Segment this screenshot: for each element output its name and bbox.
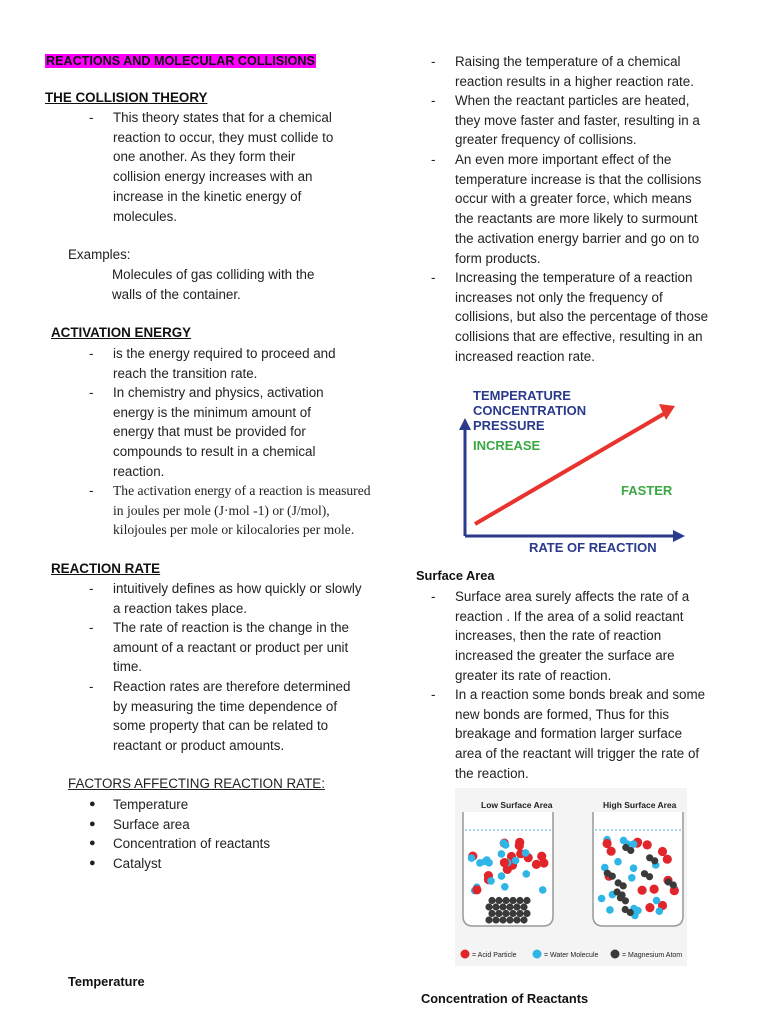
water-legend-dot (533, 950, 542, 959)
magnesium-atom (506, 903, 513, 910)
label-pressure: PRESSURE (473, 418, 545, 433)
reaction-rate-heading: REACTION RATE (51, 561, 161, 576)
water-molecule (487, 877, 495, 885)
rate-item-2: - The rate of reaction is the change in the amount of a reactant or product per unit time. (89, 620, 349, 675)
magnesium-atom (509, 910, 516, 917)
water-molecule (598, 895, 606, 903)
magnesium-legend-label: = Magnesium Atom (622, 952, 683, 959)
list-item: ● Concentration of reactants (89, 836, 271, 852)
magnesium-atom (523, 910, 530, 917)
x-axis-arrowhead (673, 530, 685, 542)
acid-particle (663, 855, 672, 864)
magnesium-atom (513, 903, 520, 910)
concentration-heading: Concentration of Reactants (421, 991, 589, 1006)
magnesium-atom (506, 916, 513, 923)
magnesium-atom (495, 897, 502, 904)
label-temperature: TEMPERATURE (473, 388, 571, 403)
acid-particle (658, 847, 667, 856)
temperature-rate-figure (453, 384, 687, 562)
increase-arrowhead (659, 404, 675, 420)
magnesium-atom (499, 916, 506, 923)
water-molecule (498, 850, 506, 858)
temp-item-1: - Raising the temperature of a chemical reaction results in a higher reaction rate. (431, 54, 694, 89)
water-molecule (628, 874, 636, 882)
water-molecule (620, 837, 628, 845)
water-molecule (498, 872, 506, 880)
acid-particle (532, 860, 541, 869)
high-surface-area-label: High Surface Area (603, 800, 677, 810)
acid-legend-dot (461, 950, 470, 959)
label-faster: FASTER (621, 483, 673, 498)
label-concentration: CONCENTRATION (473, 403, 587, 418)
low-surface-area-label: Low Surface Area (481, 800, 553, 810)
collision-theory-item: - This theory states that for a chemical reaction to occur, they must collide to one another. As they form their collision energy increases with an increase in the kinetic energy of molecules. (89, 110, 334, 224)
acid-particle (645, 903, 654, 912)
surface-area-illustration (455, 788, 687, 966)
acid-particle (537, 852, 546, 861)
list-item: ● Temperature (89, 797, 189, 812)
water-molecule (522, 849, 530, 857)
rate-graph-illustration (453, 384, 687, 562)
magnesium-atom (651, 857, 658, 864)
magnesium-atom (627, 909, 634, 916)
magnesium-legend-dot (611, 950, 620, 959)
acid-legend-label: = Acid Particle (472, 952, 517, 959)
magnesium-atom (627, 847, 634, 854)
acid-particle (650, 885, 659, 894)
temperature-heading: Temperature (68, 974, 145, 989)
acid-particle (643, 840, 652, 849)
magnesium-atom (513, 916, 520, 923)
temp-item-3: - An even more important effect of the temperature increase is that the collisions occur with a greater force, which means the reactants are more likely to surmount the activation energy barrier and go on to form products. (431, 152, 702, 266)
list-item: ● Surface area (89, 816, 190, 832)
water-molecule (539, 886, 547, 894)
water-molecule (523, 870, 531, 878)
magnesium-atom (499, 903, 506, 910)
examples-label: Examples: (68, 247, 131, 262)
water-molecule (606, 906, 614, 914)
temp-item-4: - Increasing the temperature of a reaction increases not only the frequency of collisions, but also the percentage of those collisions that are effective, resulting in an increased reaction rate. (431, 270, 709, 364)
acid-particle (603, 839, 612, 848)
water-molecule (656, 907, 664, 915)
collision-theory-heading: THE COLLISION THEORY (45, 90, 208, 105)
y-axis-arrowhead (459, 418, 471, 430)
magnesium-atom (488, 910, 495, 917)
water-molecule (614, 858, 622, 866)
label-rate-of-reaction: RATE OF REACTION (529, 540, 657, 555)
water-molecule (630, 840, 638, 848)
water-molecule (483, 856, 491, 864)
magnesium-atom (670, 881, 677, 888)
examples-text: Molecules of gas colliding with the walls of the container. (112, 267, 315, 302)
water-molecule (468, 854, 476, 862)
surface-item-2: - In a reaction some bonds break and some new bonds are formed, Thus for this breakage and formation larger surface area of the reactant will trigger the rate of the reaction. (431, 687, 706, 781)
factors-list (89, 795, 389, 874)
water-molecule (630, 864, 638, 872)
acid-particle (472, 885, 481, 894)
list-item: ● Catalyst (89, 856, 162, 872)
magnesium-atom (492, 916, 499, 923)
magnesium-atom (502, 910, 509, 917)
magnesium-atom (516, 897, 523, 904)
magnesium-atom (523, 897, 530, 904)
rate-item-1: - intuitively defines as how quickly or slowly a reaction takes place. (89, 581, 362, 616)
water-molecule (653, 897, 661, 905)
magnesium-atom (485, 903, 492, 910)
factors-heading: FACTORS AFFECTING REACTION RATE: (68, 776, 325, 791)
surface-area-figure (455, 788, 687, 966)
magnesium-atom (488, 897, 495, 904)
activation-energy-heading: ACTIVATION ENERGY (51, 325, 192, 340)
magnesium-atom (620, 882, 627, 889)
water-molecule (512, 857, 520, 865)
magnesium-atom (622, 897, 629, 904)
magnesium-atom (492, 903, 499, 910)
activation-item-3: - The activation energy of a reaction is measured in joules per mole (J·mol -1) or (J/mol), kilojoules per mole or kilocalories per mole. (89, 483, 371, 538)
magnesium-atom (509, 897, 516, 904)
activation-item-2: - In chemistry and physics, activation energy is the minimum amount of energy that must be provided for compounds to result in a chemical reaction. (89, 385, 324, 479)
label-increase: INCREASE (473, 438, 541, 453)
surface-item-1: - Surface area surely affects the rate of a reaction . If the area of a solid reactant increases, then the rate of reaction increased the greater the surface are greater its rate of reaction. (431, 589, 690, 683)
water-molecule (501, 883, 509, 891)
surface-area-heading: Surface Area (416, 568, 495, 583)
temp-item-2: - When the reactant particles are heated, they move faster and faster, resulting in a greater frequency of collisions. (431, 93, 700, 148)
magnesium-atom (520, 903, 527, 910)
water-legend-label: = Water Molecule (544, 952, 599, 959)
magnesium-atom (520, 916, 527, 923)
magnesium-atom (495, 910, 502, 917)
acid-particle (500, 858, 509, 867)
magnesium-atom (516, 910, 523, 917)
rate-item-3: - Reaction rates are therefore determined by measuring the time dependence of some property that can be related to reactant or product amounts. (89, 679, 351, 754)
water-molecule (502, 841, 510, 849)
magnesium-atom (609, 873, 616, 880)
activation-item-1: - is the energy required to proceed and reach the transition rate. (89, 346, 336, 381)
magnesium-atom (646, 873, 653, 880)
magnesium-atom (502, 897, 509, 904)
acid-particle (515, 841, 524, 850)
magnesium-atom (485, 916, 492, 923)
page-title: REACTIONS AND MOLECULAR COLLISIONS (46, 54, 315, 68)
acid-particle (638, 886, 647, 895)
